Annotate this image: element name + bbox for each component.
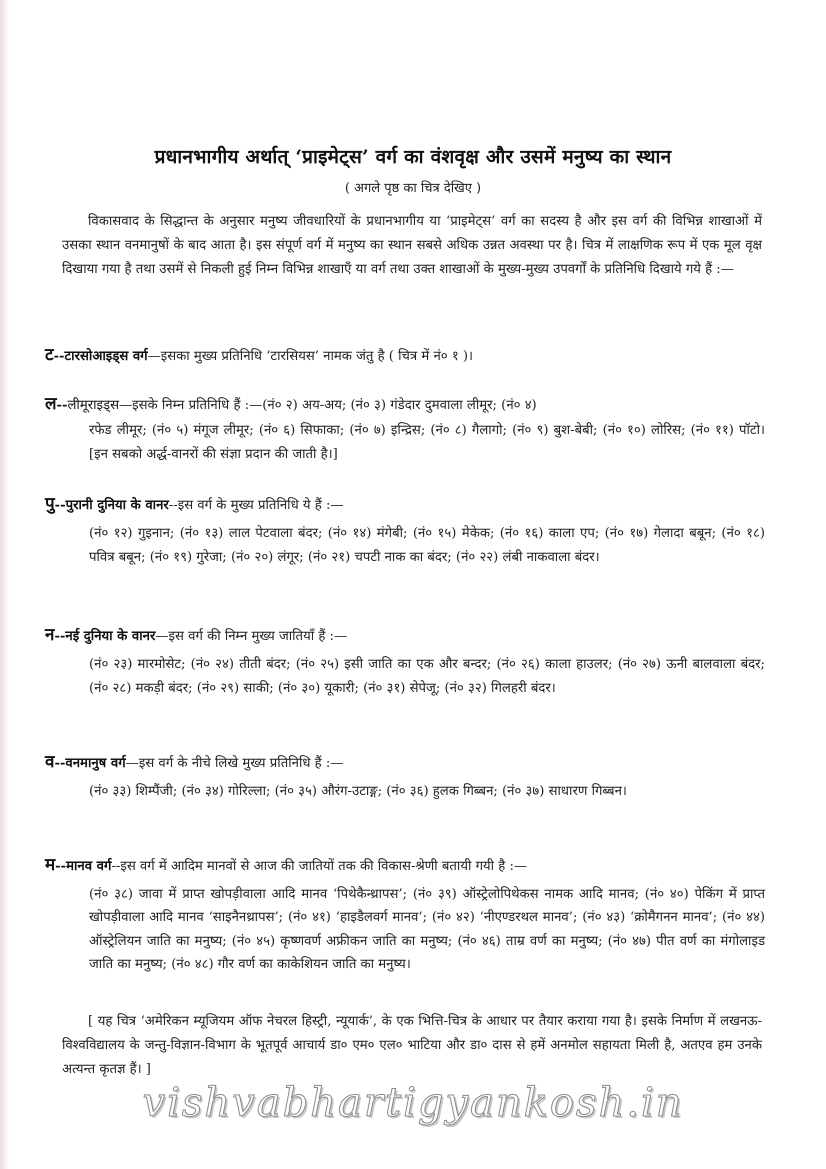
section-heading — [45, 343, 765, 370]
section-dash: -- — [53, 349, 65, 364]
intro-paragraph: विकासवाद के सिद्धान्त के अनुसार मनुष्य जीवधारियों के प्रधानभागीय या ‘प्राइमेट्स’ वर्ग का सदस्य है और इस वर्ग की विभिन्न शाखाओं में उसका स्थान वनमानुषों के बाद आता है। इस संपूर्ण वर्ग में मनुष्य का स्थान सबसे अधिक उन्नत अवस्था पर है। चित्र में लाक्षणिक रूप में एक मूल वृक्ष दिखाया गया है तथा उसमें से निकली हुई निम्न विभिन्न शाखाएँ या वर्ग तथा उक्त शाखाओं के मुख्य-मुख्य उपवर्गों के प्रतिनिधि दिखाये गये हैं :— — [62, 214, 762, 277]
section-name: लीमूराइड्स — [67, 398, 119, 413]
section-name: वनमानुष वर्ग — [65, 756, 126, 771]
section-heading — [45, 392, 765, 419]
section-letter: व — [45, 752, 55, 772]
section-name: टारसोआइड्स वर्ग — [64, 349, 148, 364]
section-letter: ल — [45, 394, 57, 414]
section-apes — [45, 750, 765, 804]
section-heading — [45, 623, 765, 650]
section-letter: न — [45, 625, 55, 645]
section-lead: —इसका मुख्य प्रतिनिधि ‘टारसियस’ नामक जंतु है ( चित्र में नं० १ )। — [147, 349, 474, 364]
section-body: रफेड लीमूर; (नं० ५) मंगूज लीमूर; (नं० ६) सिफाका; (नं० ७) इन्द्रिस; (नं० ८) गैलागो; (नं० ९) बुश-बेबी; (नं० १०) लोरिस; (नं० ११) पॉटो। [इन सबको अर्द्ध-वानरों की संज्ञा प्रदान की जाती है।] — [89, 422, 765, 462]
section-letter: ट — [45, 345, 54, 365]
section-lead: —इस वर्ग के नीचे लिखे मुख्य प्रतिनिधि हैं :— — [125, 756, 344, 771]
section-name: मानव वर्ग — [66, 859, 112, 874]
section-name: नई दुनिया के वानर — [65, 629, 156, 644]
section-dash: -- — [56, 398, 68, 413]
watermark-text: vishvabhartigyankosh.in — [142, 1080, 684, 1126]
section-body: (नं० १२) गुइनान; (नं० १३) लाल पेटवाला बंदर; (नं० १४) मंगेबी; (नं० १५) मेकेक; (नं० १६) काला एप; (नं० १७) गेलादा बबून; (नं० १८) पवित्र बबून; (नं० १९) गुरेजा; (नं० २०) लंगूर; (नं० २१) चपटी नाक का बंदर; (नं० २२) लंबी नाकवाला बंदर। — [89, 525, 765, 565]
section-humans — [45, 853, 765, 977]
section-heading — [45, 492, 765, 519]
section-new-world-monkeys — [45, 623, 765, 702]
section-dash: -- — [55, 859, 67, 874]
page-subtitle: ( अगले पृष्ठ का चित्र देखिए ) — [344, 181, 482, 196]
section-dash: -- — [54, 756, 66, 771]
section-lead: —इस वर्ग की निम्न मुख्य जातियाँ हैं :— — [155, 629, 348, 644]
section-lemuroids — [45, 392, 765, 468]
section-lead: —इसके निम्न प्रतिनिधि हैं :—(नं० २) अय-अय; (नं० ३) गंडेदार दुमवाला लीमूर; (नं० ४) — [118, 398, 537, 413]
section-lead: --इस वर्ग में आदिम मानवों से आज की जातियों तक की विकास-श्रेणी बतायी गयी है :— — [111, 859, 528, 874]
section-tarsioids — [45, 343, 765, 370]
section-body: (नं० ३८) जावा में प्राप्त खोपड़ीवाला आदि मानव ‘पिथेकैन्थ्रापस’; (नं० ३९) ऑस्ट्रेलोपिथेकस नामक आदि मानव; (नं० ४०) पेकिंग में प्राप्त खोपड़ीवाला आदि मानव ‘साइनैनथ्रापस’; (नं० ४१) ‘हाइडैलवर्ग मानव’; (नं० ४२) ‘नीएण्डरथल मानव’; (नं० ४३) ‘क्रोमैगनन मानव’; (नं० ४४) ऑस्ट्रेलियन जाति का मनुष्य; (नं० ४५) कृष्णवर्ण अफ्रीकन जाति का मनुष्य; (नं० ४६) ताम्र वर्ण का मनुष्य; (नं० ४७) पीत वर्ण का मंगोलाइड जाति का मनुष्य; (नं० ४८) गौर वर्ण का काकेशियन जाति का मनुष्य। — [89, 886, 765, 972]
acknowledgement-note: [ यह चित्र ‘अमेरिकन म्यूजियम ऑफ नेचरल हिस्ट्री, न्यूयार्क’, के एक भित्ति-चित्र के आधार पर तैयार कराया गया है। इसके निर्माण में लखनऊ-विश्वविद्यालय के जन्तु-विज्ञान-विभाग के भूतपूर्व आचार्य डा० एम० एल० भाटिया और डा० दास से हमें अनमोल सहायता मिली है, अतएव हम उनके अत्यन्त कृतज्ञ हैं। ] — [62, 1014, 762, 1077]
section-body: (नं० ३३) शिम्पैंजी; (नं० ३४) गोरिल्ला; (नं० ३५) औरंग-उटाङ्ग; (नं० ३६) हुलक गिब्बन; (नं० ३७) साधारण गिब्बन। — [89, 783, 627, 799]
section-letter: पु — [45, 494, 55, 514]
section-name: पुरानी दुनिया के वानर — [65, 498, 169, 513]
section-dash: -- — [54, 498, 66, 513]
page-title: प्रधानभागीय अर्थात् ‘प्राइमेट्स’ वर्ग का वंशवृक्ष और उसमें मनुष्य का स्थान — [154, 146, 672, 168]
section-body: (नं० २३) मारमोसेट; (नं० २४) तीती बंदर; (नं० २५) इसी जाति का एक और बन्दर; (नं० २६) काला हाउलर; (नं० २७) ऊनी बालवाला बंदर; (नं० २८) मकड़ी बंदर; (नं० २९) साकी; (नं० ३०) यूकारी; (नं० ३१) सेपेजू; (नं० ३२) गिलहरी बंदर। — [89, 656, 765, 696]
section-dash: -- — [54, 629, 66, 644]
section-heading — [45, 853, 765, 880]
section-heading — [45, 750, 765, 777]
section-old-world-monkeys — [45, 492, 765, 571]
section-letter: म — [45, 855, 56, 875]
section-lead: --इस वर्ग के मुख्य प्रतिनिधि ये हैं :— — [168, 498, 344, 513]
